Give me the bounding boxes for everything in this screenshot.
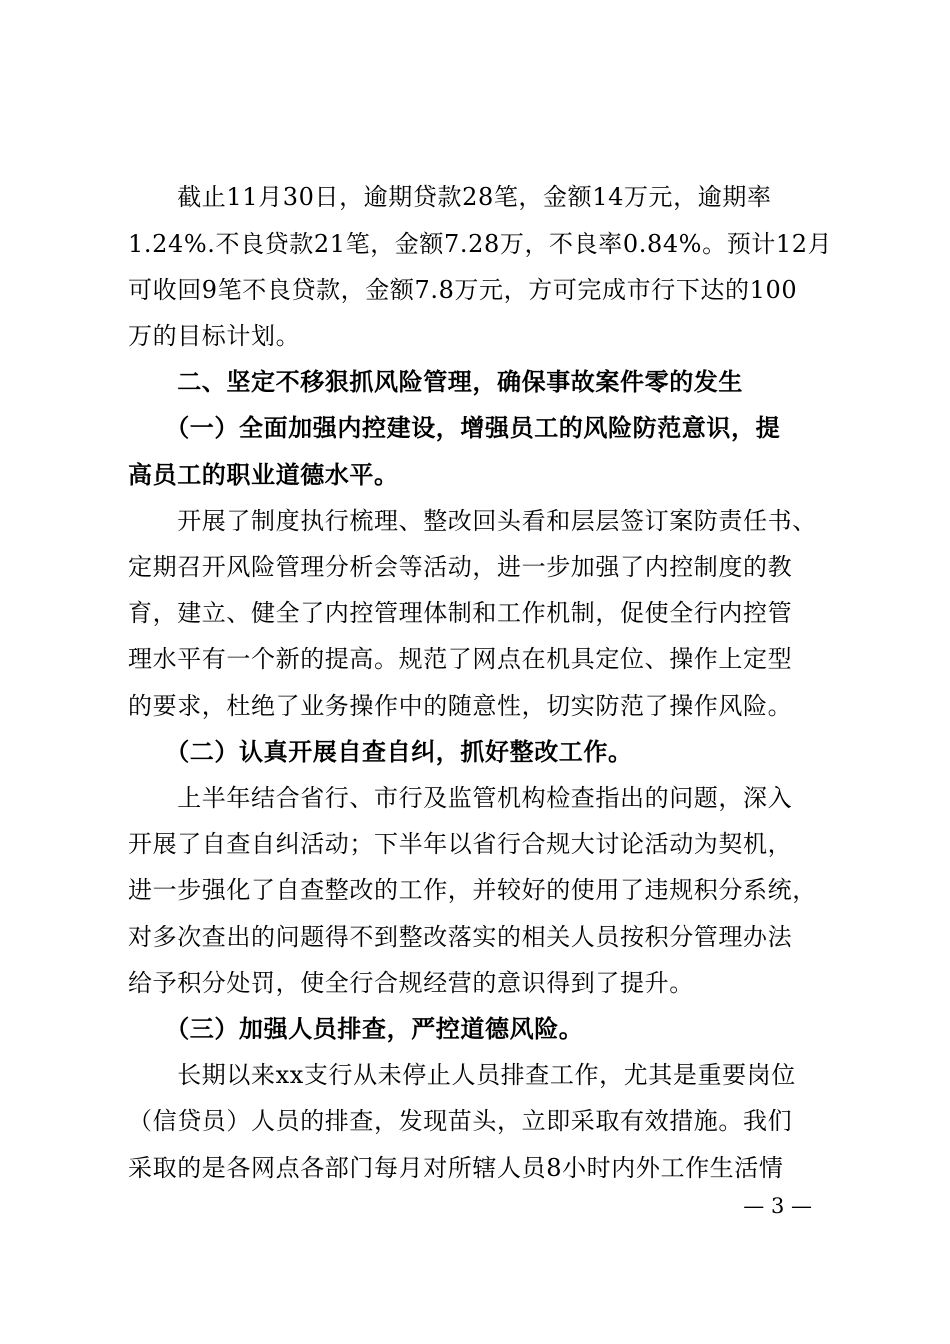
subsection-heading: （一）全面加强内控建设，增强员工的风险防范意识，提 <box>128 413 781 442</box>
paragraph-line: 进一步强化了自查整改的工作，并较好的使用了违规积分系统， <box>128 876 817 904</box>
paragraph-line: 1.24%.不良贷款21笔，金额7.28万，不良率0.84%。预计12月 <box>128 230 833 258</box>
paragraph-line: 理水平有一个新的提高。规范了网点在机具定位、操作上定型 <box>128 645 793 673</box>
subsection-heading: 高员工的职业道德水平。 <box>128 460 399 489</box>
paragraph-line: 给予积分处罚，使全行合规经营的意识得到了提升。 <box>128 969 694 997</box>
page-number: — 3 — <box>743 1194 812 1218</box>
paragraph-line: 育，建立、健全了内控管理体制和工作机制，促使全行内控管 <box>128 599 793 627</box>
section-heading: 二、坚定不移狠抓风险管理，确保事故案件零的发生 <box>128 367 743 396</box>
paragraph-line: 开展了制度执行梳理、整改回头看和层层签订案防责任书、 <box>128 507 817 535</box>
paragraph-line: 截止11月30日，逾期贷款28笔，金额14万元，逾期率 <box>128 183 772 211</box>
paragraph-line: 的要求，杜绝了业务操作中的随意性，切实防范了操作风险。 <box>128 692 793 720</box>
subsection-heading: （二）认真开展自查自纠，抓好整改工作。 <box>128 737 633 766</box>
paragraph-line: 可收回9笔不良贷款，金额7.8万元，方可完成市行下达的100 <box>128 276 798 304</box>
paragraph-line: 开展了自查自纠活动；下半年以省行合规大讨论活动为契机， <box>128 830 793 858</box>
paragraph-line: 上半年结合省行、市行及监管机构检查指出的问题，深入 <box>128 784 793 812</box>
paragraph-line: 长期以来xx支行从未停止人员排查工作，尤其是重要岗位 <box>128 1061 796 1089</box>
paragraph-line: 万的目标计划。 <box>128 322 301 350</box>
subsection-heading: （三）加强人员排查，严控道德风险。 <box>128 1014 584 1043</box>
paragraph-line: （信贷员）人员的排查，发现苗头，立即采取有效措施。我们 <box>128 1107 793 1135</box>
paragraph-line: 定期召开风险管理分析会等活动，进一步加强了内控制度的教 <box>128 553 793 581</box>
paragraph-line: 对多次查出的问题得不到整改落实的相关人员按积分管理办法 <box>128 923 793 951</box>
paragraph-line: 采取的是各网点各部门每月对所辖人员8小时内外工作生活情 <box>128 1154 784 1182</box>
